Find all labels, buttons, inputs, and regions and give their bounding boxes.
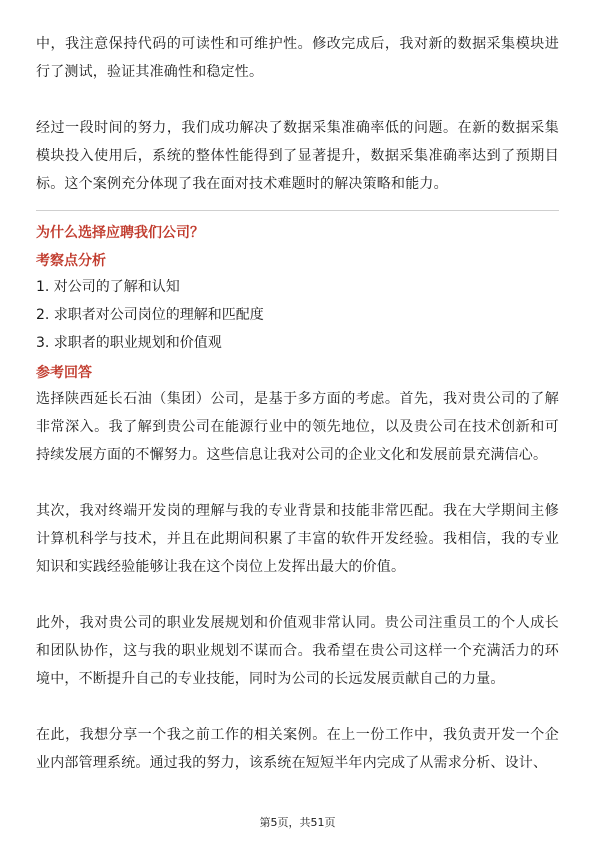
intro-paragraph-2: 经过一段时间的努力，我们成功解决了数据采集准确率低的问题。在新的数据采集模块投入使用后，系统的整体性能得到了显著提升，数据采集准确率达到了预期目标。这个案例充分体现了我在面对技术难题时的解决策略和能力。: [36, 120, 559, 192]
paragraph-gap: [36, 469, 559, 497]
paragraph-gap: [36, 581, 559, 609]
interview-question: 为什么选择应聘我们公司？: [36, 225, 204, 241]
page-number-footer: 第5页，共51页: [259, 816, 336, 829]
analysis-point: 3. 求职者的职业规划和价值观: [36, 335, 222, 351]
analysis-heading: 考察点分析: [36, 253, 106, 269]
paragraph-gap: [36, 693, 559, 721]
intro-paragraph-1: 中，我注意保持代码的可读性和可维护性。修改完成后，我对新的数据采集模块进行了测试，验证其准确性和稳定性。: [36, 36, 559, 80]
paragraph-gap: [36, 86, 559, 114]
answer-paragraph-4: 在此，我想分享一个我之前工作的相关案例。在上一份工作中，我负责开发一个企业内部管理系统。通过我的努力，该系统在短短半年内完成了从需求分析、设计、: [36, 727, 559, 771]
answer-paragraph-3: 此外，我对贵公司的职业发展规划和价值观非常认同。贵公司注重员工的个人成长和团队协作，这与我的职业规划不谋而合。我希望在贵公司这样一个充满活力的环境中，不断提升自己的专业技能，同时为公司的长远发展贡献自己的力量。: [36, 615, 559, 687]
analysis-point: 1. 对公司的了解和认知: [36, 279, 180, 295]
answer-paragraph-1: 选择陕西延长石油（集团）公司，是基于多方面的考虑。首先，我对贵公司的了解非常深入。我了解到贵公司在能源行业中的领先地位，以及贵公司在技术创新和可持续发展方面的不懈努力。这些信息让我对公司的企业文化和发展前景充满信心。: [36, 391, 559, 463]
section-divider: [36, 210, 559, 211]
answer-heading: 参考回答: [36, 365, 92, 381]
document-page: [36, 30, 559, 777]
answer-paragraph-2: 其次，我对终端开发岗的理解与我的专业背景和技能非常匹配。我在大学期间主修计算机科学与技术，并且在此期间积累了丰富的软件开发经验。我相信，我的专业知识和实践经验能够让我在这个岗位上发挥出最大的价值。: [36, 503, 559, 575]
analysis-points-list: [36, 273, 559, 357]
analysis-point: 2. 求职者对公司岗位的理解和匹配度: [36, 307, 264, 323]
